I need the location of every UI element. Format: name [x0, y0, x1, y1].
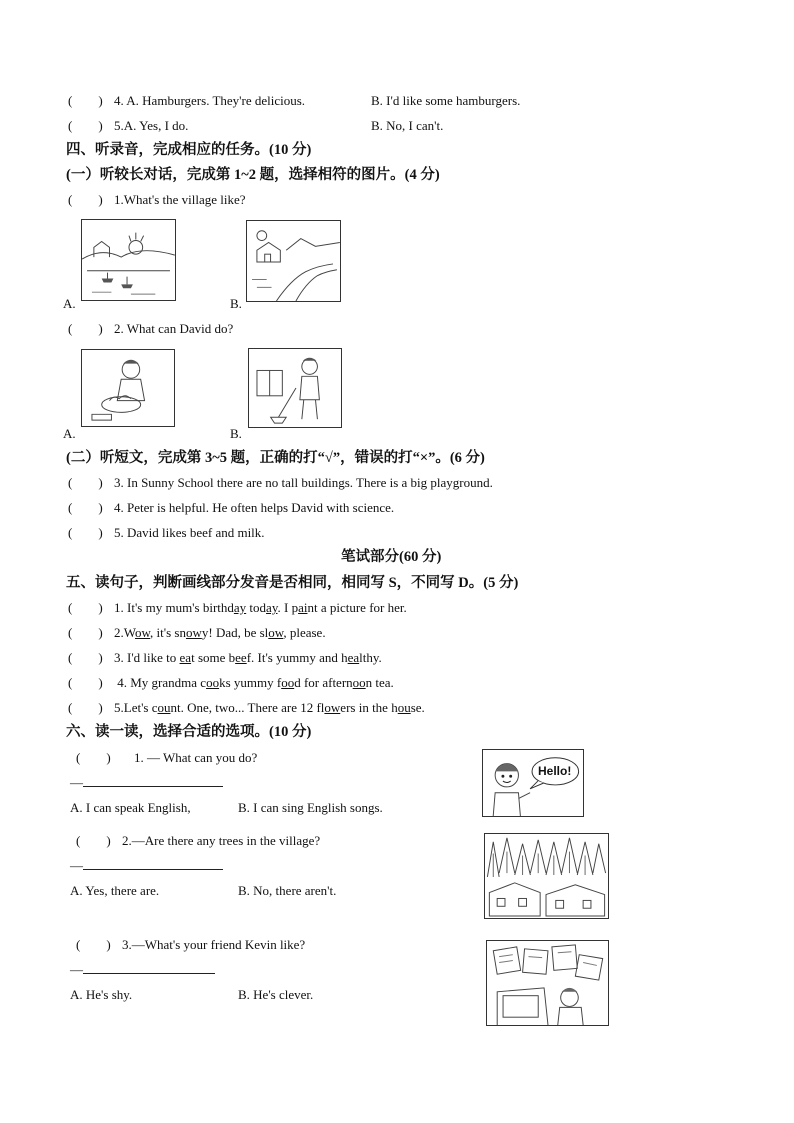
- answer-paren[interactable]: ( ): [68, 93, 103, 108]
- boy-sweeping-picture: [248, 348, 342, 428]
- village-trees-picture: [484, 833, 609, 919]
- sentence-text: ks yummy f: [219, 675, 282, 690]
- underlined-letters: ou: [157, 700, 171, 715]
- sec6-q2-answer-line[interactable]: [70, 857, 223, 875]
- underlined-letters: ea: [179, 650, 192, 665]
- answer-paren[interactable]: ( ): [76, 937, 111, 952]
- sec4-q4: [68, 499, 394, 517]
- sec4-q2: [68, 320, 233, 338]
- question-text: 1. — What can you do?: [134, 750, 258, 765]
- sec6-q3-answer-line[interactable]: [70, 961, 215, 979]
- question-text: 5.A. Yes, I do.: [114, 118, 189, 133]
- sentence-text: , please.: [283, 625, 326, 640]
- question-text: 1.What's the village like?: [114, 192, 246, 207]
- answer-blank[interactable]: [83, 961, 215, 974]
- boy-cooking-picture: [81, 349, 175, 427]
- sentence-text: nt a picture for her.: [307, 600, 407, 615]
- answer-paren[interactable]: ( ): [68, 118, 103, 133]
- question-text: 4. Peter is helpful. He often helps David with science.: [114, 500, 395, 515]
- underlined-letters: ay: [233, 600, 247, 615]
- sec6-q1-answer-line[interactable]: [70, 774, 223, 792]
- sentence-text: 2.W: [114, 625, 135, 640]
- underlined-letters: ou: [397, 700, 411, 715]
- section-4-title: 四、听录音，完成相应的任务。(10 分): [66, 142, 312, 158]
- underlined-letters: ay: [266, 600, 278, 615]
- sentence-text: tod: [246, 600, 267, 615]
- sec5-q2: [68, 624, 326, 642]
- question-text: 3.—What's your friend Kevin like?: [122, 937, 306, 952]
- answer-paren[interactable]: ( ): [68, 192, 103, 207]
- sec3-q5: [68, 117, 188, 135]
- underlined-letters: ai: [298, 600, 308, 615]
- underlined-letters: oo: [206, 675, 220, 690]
- sec6-q3: [76, 936, 305, 954]
- sentence-text: d for aftern: [294, 675, 353, 690]
- sentence-text: f. It's yummy and h: [246, 650, 348, 665]
- answer-paren[interactable]: ( ): [68, 675, 103, 690]
- question-text: 2. What can David do?: [114, 321, 234, 336]
- sec5-q4: [68, 674, 394, 692]
- written-part-title: 笔试部分(60 分): [341, 549, 442, 565]
- q1-label-b: B.: [230, 296, 242, 311]
- sentence-text: . I p: [277, 600, 299, 615]
- boy-hello-picture: [482, 749, 584, 817]
- sentence-text: 4. My grandma c: [114, 675, 207, 690]
- section-6-title: 六、读一读，选择合适的选项。(10 分): [66, 724, 312, 740]
- sentence-text: n tea.: [365, 675, 394, 690]
- answer-paren[interactable]: ( ): [68, 321, 103, 336]
- village-road-picture: [246, 220, 341, 302]
- underlined-letters: ow: [185, 625, 202, 640]
- sec4-q5: [68, 524, 265, 542]
- answer-paren[interactable]: ( ): [68, 525, 103, 540]
- answer-blank[interactable]: [83, 857, 223, 870]
- sec6-q2: [76, 832, 320, 850]
- sentence-text: nt. One, two... There are 12 fl: [170, 700, 325, 715]
- sec6-q2-option-b: B. No, there aren't.: [238, 883, 337, 898]
- question-text: 3. In Sunny School there are no tall buildings. There is a big playground.: [114, 475, 493, 490]
- question-text: 2.—Are there any trees in the village?: [122, 833, 321, 848]
- section-4-part-2-title: (二）听短文，完成第 3~5 题，正确的打“√”，错误的打“×”。(6 分): [66, 450, 485, 466]
- sec6-q1-option-a: A. I can speak English,: [70, 800, 191, 815]
- underlined-letters: ow: [134, 625, 151, 640]
- speech-bubble-text: Hello!: [538, 764, 572, 778]
- answer-paren[interactable]: ( ): [68, 625, 103, 640]
- sec3-q5-option-b: B. No, I can't.: [371, 118, 444, 133]
- dash: —: [70, 858, 83, 873]
- question-text: 4. A. Hamburgers. They're delicious.: [114, 93, 306, 108]
- section-5-title: 五、读句子，判断画线部分发音是否相同，相同写 S，不同写 D。(5 分): [66, 575, 519, 591]
- q2-label-b: B.: [230, 426, 242, 441]
- sec6-q3-option-a: A. He's shy.: [70, 987, 133, 1002]
- underlined-letters: ee: [235, 650, 247, 665]
- answer-paren[interactable]: ( ): [68, 500, 103, 515]
- sentence-text: se.: [410, 700, 425, 715]
- sentence-text: 1. It's my mum's birthd: [114, 600, 234, 615]
- answer-paren[interactable]: ( ): [76, 750, 111, 765]
- q2-label-a: A.: [63, 426, 76, 441]
- question-text: 5. David likes beef and milk.: [114, 525, 265, 540]
- sec3-q4: [68, 92, 305, 110]
- sentence-text: 3. I'd like to: [114, 650, 180, 665]
- answer-blank[interactable]: [83, 774, 223, 787]
- underlined-letters: oo: [281, 675, 295, 690]
- sentence-text: t some b: [191, 650, 236, 665]
- sec6-q3-option-b: B. He's clever.: [238, 987, 314, 1002]
- sec4-q3: [68, 474, 493, 492]
- sec5-q5: [68, 699, 425, 717]
- sec5-q1: [68, 599, 407, 617]
- sentence-text: , it's sn: [150, 625, 186, 640]
- q1-label-a: A.: [63, 296, 76, 311]
- answer-paren[interactable]: ( ): [68, 600, 103, 615]
- answer-paren[interactable]: ( ): [68, 650, 103, 665]
- sec6-q1-option-b: B. I can sing English songs.: [238, 800, 383, 815]
- sentence-text: lthy.: [359, 650, 382, 665]
- underlined-letters: ow: [268, 625, 284, 640]
- answer-paren[interactable]: ( ): [68, 700, 103, 715]
- sec4-q1: [68, 191, 246, 209]
- sec3-q4-option-b: B. I'd like some hamburgers.: [371, 93, 521, 108]
- village-lake-picture: [81, 219, 176, 301]
- underlined-letters: oo: [352, 675, 366, 690]
- dash: —: [70, 775, 83, 790]
- sec6-q2-option-a: A. Yes, there are.: [70, 883, 160, 898]
- sec6-q1: [76, 749, 257, 767]
- answer-paren[interactable]: ( ): [76, 833, 111, 848]
- underlined-letters: ow: [324, 700, 341, 715]
- section-4-part-1-title: (一）听较长对话，完成第 1~2 题，选择相符的图片。(4 分): [66, 167, 440, 183]
- answer-paren[interactable]: ( ): [68, 475, 103, 490]
- sentence-text: ers in the h: [340, 700, 398, 715]
- dash: —: [70, 962, 83, 977]
- sentence-text: 5.Let's c: [114, 700, 158, 715]
- boy-computer-picture: [486, 940, 609, 1026]
- underlined-letters: ea: [347, 650, 360, 665]
- sec5-q3: [68, 649, 382, 667]
- sentence-text: y! Dad, be sl: [201, 625, 269, 640]
